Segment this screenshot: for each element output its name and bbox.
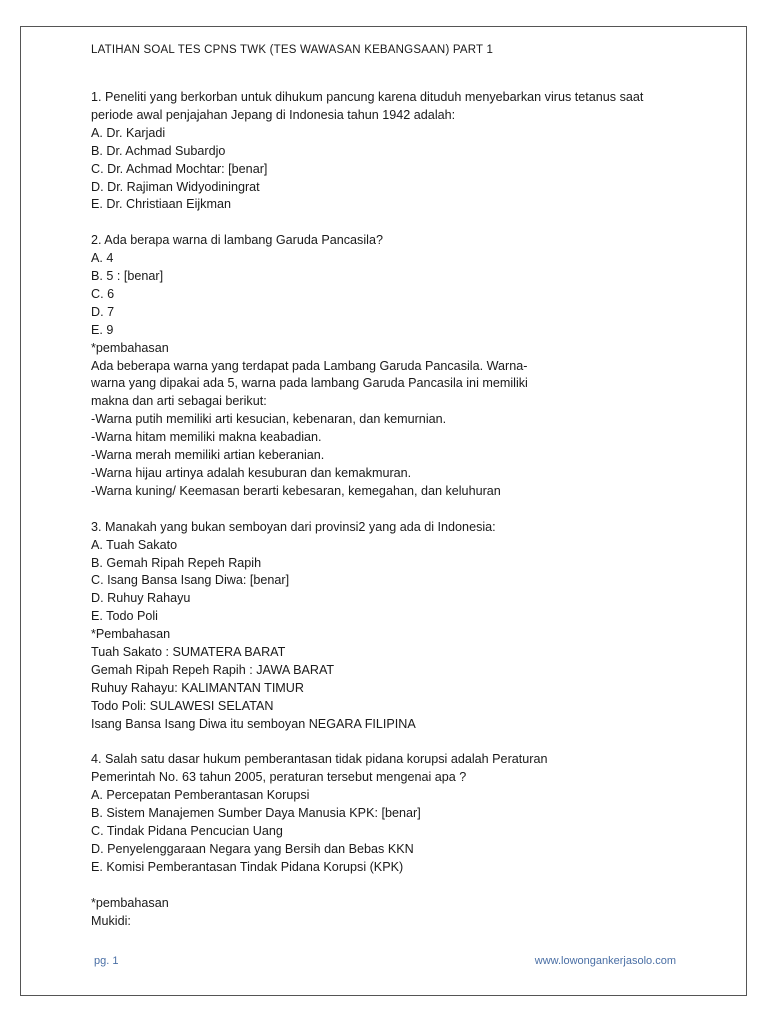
text-line: A. 4 xyxy=(91,251,114,266)
text-line: B. Sistem Manajemen Sumber Daya Manusia KPK: [benar] xyxy=(91,806,421,821)
text-line: Isang Bansa Isang Diwa itu semboyan NEGARA FILIPINA xyxy=(91,716,416,731)
document-title: LATIHAN SOAL TES CPNS TWK (TES WAWASAN KEBANGSAAN) PART 1 xyxy=(91,44,494,56)
text-line: Todo Poli: SULAWESI SELATAN xyxy=(91,698,274,713)
text-line: A. Percepatan Pemberantasan Korupsi xyxy=(91,788,310,803)
document-body xyxy=(91,89,731,931)
section-gap xyxy=(91,877,731,895)
text-line: 3. Manakah yang bukan semboyan dari provinsi2 yang ada di Indonesia: xyxy=(91,519,496,534)
text-line: B. 5 : [benar] xyxy=(91,269,164,284)
text-line: Pemerintah No. 63 tahun 2005, peraturan tersebut mengenai apa ? xyxy=(91,770,467,785)
text-line: C. Dr. Achmad Mochtar: [benar] xyxy=(91,161,268,176)
text-line: C. Isang Bansa Isang Diwa: [benar] xyxy=(91,573,290,588)
page-number: pg. 1 xyxy=(94,955,119,967)
text-line: *Pembahasan xyxy=(91,627,171,642)
text-line: Ada beberapa warna yang terdapat pada Lambang Garuda Pancasila. Warna- xyxy=(91,358,528,373)
section-gap xyxy=(91,214,731,232)
text-line: periode awal penjajahan Jepang di Indonesia tahun 1942 adalah: xyxy=(91,107,456,122)
text-line: E. Dr. Christiaan Eijkman xyxy=(91,197,231,212)
text-line: makna dan arti sebagai berikut: xyxy=(91,394,267,409)
text-line: E. Todo Poli xyxy=(91,609,158,624)
text-line: Mukidi: xyxy=(91,913,131,928)
text-line: -Warna hitam memiliki makna keabadian. xyxy=(91,430,322,445)
section-gap xyxy=(91,501,731,519)
text-line: D. 7 xyxy=(91,304,115,319)
text-line: Tuah Sakato : SUMATERA BARAT xyxy=(91,645,286,660)
text-line: Gemah Ripah Repeh Rapih : JAWA BARAT xyxy=(91,662,335,677)
text-line: D. Dr. Rajiman Widyodiningrat xyxy=(91,179,260,194)
text-line: warna yang dipakai ada 5, warna pada lambang Garuda Pancasila ini memiliki xyxy=(91,376,528,391)
text-line: D. Ruhuy Rahayu xyxy=(91,591,191,606)
text-line: B. Gemah Ripah Repeh Rapih xyxy=(91,555,262,570)
website-link[interactable]: www.lowongankerjasolo.com xyxy=(534,955,676,967)
text-line: -Warna kuning/ Keemasan berarti kebesaran, kemegahan, dan keluhuran xyxy=(91,483,501,498)
text-line: *pembahasan xyxy=(91,895,169,910)
text-line: E. 9 xyxy=(91,322,114,337)
section-gap xyxy=(91,734,731,752)
text-line: C. Tindak Pidana Pencucian Uang xyxy=(91,824,283,839)
text-line: A. Dr. Karjadi xyxy=(91,125,166,140)
text-line: *pembahasan xyxy=(91,340,169,355)
text-line: -Warna merah memiliki artian keberanian. xyxy=(91,448,325,463)
text-line: B. Dr. Achmad Subardjo xyxy=(91,143,226,158)
text-line: D. Penyelenggaraan Negara yang Bersih dan Bebas KKN xyxy=(91,842,414,857)
text-line: E. Komisi Pemberantasan Tindak Pidana Korupsi (KPK) xyxy=(91,859,404,874)
text-line: 2. Ada berapa warna di lambang Garuda Pancasila? xyxy=(91,233,383,248)
text-line: -Warna hijau artinya adalah kesuburan dan kemakmuran. xyxy=(91,466,412,481)
text-line: 4. Salah satu dasar hukum pemberantasan tidak pidana korupsi adalah Peraturan xyxy=(91,752,548,767)
text-line: 1. Peneliti yang berkorban untuk dihukum pancung karena dituduh menyebarkan virus tetanus saat xyxy=(91,90,644,104)
text-line: C. 6 xyxy=(91,286,115,301)
text-line: A. Tuah Sakato xyxy=(91,537,178,552)
text-line: Ruhuy Rahayu: KALIMANTAN TIMUR xyxy=(91,680,304,695)
text-line: -Warna putih memiliki arti kesucian, kebenaran, dan kemurnian. xyxy=(91,412,447,427)
